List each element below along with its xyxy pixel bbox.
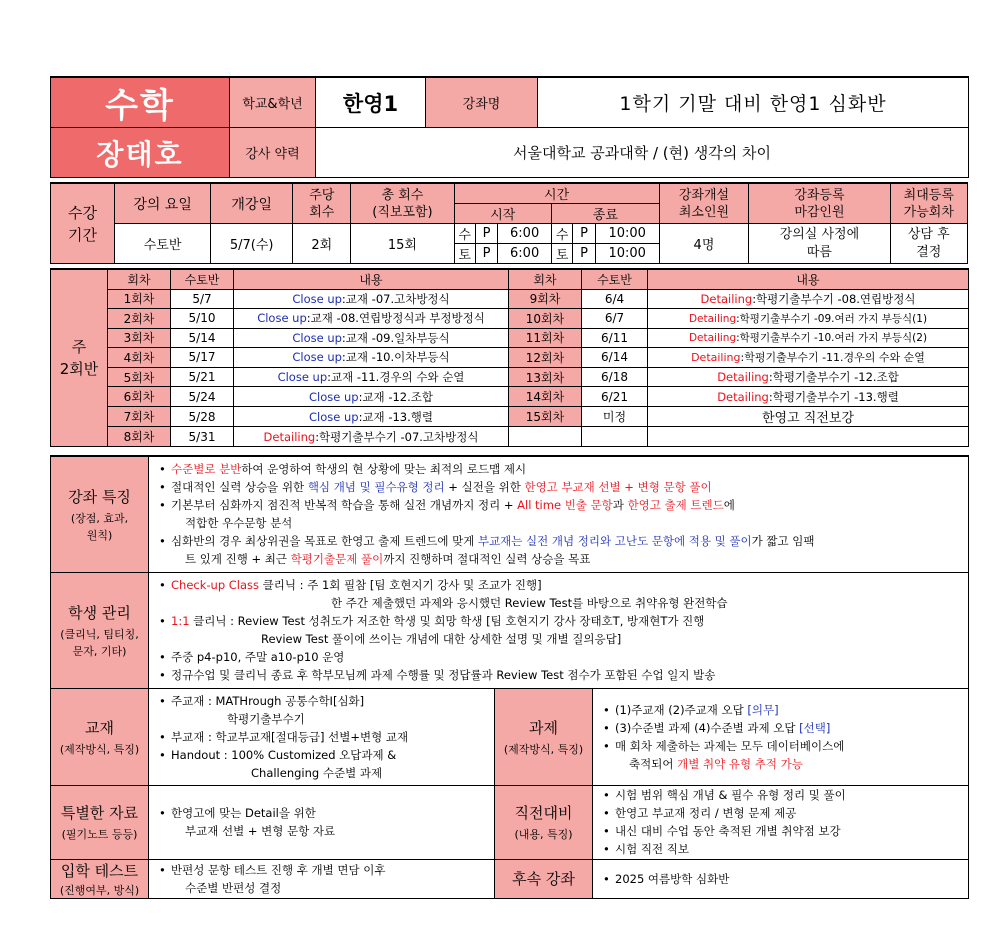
entrance-label: [51, 859, 149, 898]
content-cell: [648, 309, 969, 329]
deadline-value-line2: 따름: [806, 244, 832, 260]
content-text: :교재 -13.행렬: [358, 409, 433, 424]
content-text: :학평기출부수기 -07.고차방정식: [315, 429, 479, 444]
management-sub1: (클리닉, 팀티칭,: [60, 627, 139, 641]
followup-content: [593, 859, 969, 898]
textbook-sub: (제작방식, 특징): [59, 742, 140, 756]
date-cell: 6/7: [582, 309, 648, 329]
date-header-left: 수토반: [171, 269, 234, 289]
entrance-b1-text: 반편성 문항 테스트 진행 후 개별 면담 이후: [171, 862, 386, 877]
day-value: 수토반: [114, 224, 210, 264]
date-cell: 6/21: [582, 387, 648, 407]
features-b4-text-a: 심화반의 경우 최상위권을 목표로 한영고 출제 트렌드에 맞게: [171, 534, 478, 549]
date-cell: 5/10: [171, 309, 234, 329]
features-b3-highlight-1: All time 빈출 문항: [517, 498, 613, 513]
features-bullet-2: [157, 478, 966, 496]
time-end-header: 종료: [552, 204, 660, 224]
start-value: 5/7(수): [211, 224, 293, 264]
weekly-header-line2: 회수: [309, 204, 335, 220]
total-header: [351, 183, 454, 224]
management-bullet-2: [157, 612, 966, 648]
special-title: 특별한 자료: [60, 804, 139, 822]
tag: Close up: [292, 330, 342, 345]
session-cell: 4회차: [108, 348, 171, 368]
content-text: :학평기출부수기 -08.연립방정식: [752, 291, 916, 306]
followup-title: 후속 강좌: [512, 870, 575, 888]
management-b1-text: 클리닉 : 주 1회 필참 [팀 호현지기 강사 및 조교가 진행]: [259, 578, 542, 592]
max-header: [890, 183, 967, 224]
max-value: [890, 224, 967, 264]
time-row2-day: 토: [454, 244, 475, 264]
day-header: 강의 요일: [114, 183, 210, 224]
min-header: [659, 183, 749, 224]
content-header-right: 내용: [648, 269, 969, 289]
special-bullet-1: [157, 804, 492, 840]
features-b2-highlight-red: 한영고 부교재 선별 + 변형 문항 풀이: [524, 480, 712, 495]
features-bullet-1: [157, 460, 966, 478]
date-cell: 5/28: [171, 406, 234, 427]
textbook-bullet-2: • 부교재 : 학교부교재[절대등급] 선별+변형 교재: [157, 728, 492, 746]
schedule-label: [51, 269, 108, 447]
min-header-line1: 강좌개설: [678, 187, 730, 203]
features-sub1: (장점, 효과,: [70, 511, 129, 525]
homework-b1-tag: [의무]: [747, 702, 779, 717]
homework-b3-continuation: [615, 755, 966, 773]
time-row2-end: 10:00: [595, 244, 659, 264]
content-cell: [648, 406, 969, 427]
exam-bullet-2: • 한영고 부교재 정리 / 변형 문제 제공: [601, 804, 966, 822]
time-start-header: 시작: [454, 204, 552, 224]
textbook-b1-continuation: 학평기출부수기: [227, 711, 305, 726]
tag: Detailing: [717, 370, 769, 385]
content-cell: [234, 427, 509, 447]
session-cell: 11회차: [509, 328, 582, 348]
features-b1-highlight: 수준별로 분반: [171, 462, 242, 477]
features-b4-highlight: 부교재는 실전 개념 정리와 고난도 문항에 적용 및 풀이: [477, 534, 752, 549]
deadline-header-line1: 강좌등록: [794, 187, 845, 203]
time-row2-end-day: 토: [552, 244, 573, 264]
homework-b2-tag: [선택]: [799, 720, 831, 735]
time-header: 시간: [454, 183, 659, 204]
features-label: [51, 456, 149, 572]
features-b4-cont-b: 까지 진행하며 절대적인 실력 상승을 목표: [383, 552, 591, 567]
session-cell: 2회차: [108, 309, 171, 329]
school-grade-value: 한영1: [316, 77, 426, 128]
content-cell: [648, 387, 969, 407]
period-table: [50, 182, 968, 264]
empty-cell: [582, 427, 648, 447]
start-header: 개강일: [211, 183, 293, 224]
features-b2-text-b: + 실전을 위한: [444, 480, 525, 495]
date-cell: 5/31: [171, 427, 234, 447]
entrance-sub: (진행여부, 방식): [59, 883, 140, 897]
tag: Detailing: [263, 429, 316, 444]
course-name-label: 강좌명: [426, 77, 538, 128]
textbook-label: [51, 688, 149, 785]
content-cell: [648, 289, 969, 309]
time-row1-ampm: P: [475, 224, 497, 244]
school-grade-label: 학교&학년: [230, 77, 316, 128]
homework-title: 과제: [529, 718, 558, 737]
empty-cell: [509, 427, 582, 447]
total-header-line2: (직보포함): [372, 204, 433, 220]
exam-sub: (내용, 특징): [514, 828, 573, 841]
session-cell: 7회차: [108, 406, 171, 427]
homework-b1-text: (1)주교재 (2)주교재 오답: [615, 702, 748, 717]
exam-content: [593, 785, 969, 859]
features-bullet-3: [157, 496, 966, 532]
total-value: 15회: [351, 224, 454, 264]
content-cell: [648, 348, 969, 368]
content-text: :학평기출부수기 -12.조합: [768, 370, 899, 385]
max-value-line1: 상담 후: [907, 226, 950, 242]
exam-bullet-1: • 시험 범위 핵심 개념 & 필수 유형 정리 및 풀이: [601, 786, 966, 804]
homework-b3-cont-text: 축적되어: [629, 756, 678, 771]
tag: Close up: [257, 311, 307, 326]
time-row1-end-day: 수: [552, 224, 573, 244]
date-cell: 6/14: [582, 348, 648, 368]
features-content: [149, 456, 969, 572]
features-b3-text-b: 과: [612, 498, 628, 513]
exam-bullet-3: • 내신 대비 수업 동안 축적된 개별 취약점 보강: [601, 822, 966, 840]
header-table: [50, 76, 969, 178]
tag: Detailing: [688, 332, 737, 345]
date-cell: 6/18: [582, 367, 648, 387]
session-cell: 14회차: [509, 387, 582, 407]
followup-label: [495, 859, 593, 898]
homework-content: [593, 688, 969, 785]
homework-b2-text: (3)수준별 과제 (4)수준별 과제 오답: [615, 720, 800, 735]
homework-bullet-3: [601, 737, 966, 773]
tag: Detailing: [688, 312, 737, 325]
period-label: [51, 183, 115, 264]
entrance-bullet-1: [157, 861, 492, 897]
features-b3-text-c: 에: [723, 498, 735, 513]
schedule-label-line2: 2회반: [59, 360, 99, 378]
teacher-name: 장태호: [51, 128, 230, 178]
time-row2-end-ampm: P: [573, 244, 595, 264]
session-cell: 3회차: [108, 328, 171, 348]
session-cell: 9회차: [509, 289, 582, 309]
deadline-value-line1: 강의실 사정에: [779, 226, 860, 242]
management-b2-continuation: Review Test 풀이에 쓰이는 개념에 대한 상세한 설명 및 개별 질의응답]: [261, 632, 622, 646]
course-name-value: 1학기 기말 대비 한영1 심화반: [538, 77, 969, 128]
content-cell: [234, 406, 509, 427]
date-cell: 6/11: [582, 328, 648, 348]
features-b3-text-a: 기본부터 심화까지 점진적 반복적 학습을 통해 실전 개념까지 정리 +: [171, 498, 518, 513]
session-header-right: 회차: [509, 269, 582, 289]
management-b2-highlight: 1:1: [171, 614, 190, 628]
content-text: :교재 -10.이차부등식: [341, 350, 450, 365]
management-sub2: 문자, 기타): [72, 644, 127, 658]
weekly-header-line1: 주당: [309, 187, 335, 203]
tag: Close up: [292, 291, 342, 306]
schedule-label-line1: 주: [71, 338, 87, 356]
features-b3-highlight-2: 한영고 출제 트렌드: [627, 498, 724, 513]
management-bullet-3: • 주중 p4-p10, 주말 a10-p10 운영: [157, 648, 966, 666]
textbook-title: 교재: [85, 718, 114, 737]
date-cell: 5/7: [171, 289, 234, 309]
content-text: :학평기출부수기 -11.경우의 수와 순열: [740, 351, 925, 365]
homework-sub: (제작방식, 특징): [503, 742, 584, 756]
textbook-b3-continuation: Challenging 수준별 과제: [251, 765, 383, 780]
time-row1-day: 수: [454, 224, 475, 244]
homework-label: [495, 688, 593, 785]
textbook-b1-text: 주교재 : MATHrough 공통수학Ⅰ[심화]: [171, 693, 365, 708]
session-cell: 13회차: [509, 367, 582, 387]
exam-title: 직전대비: [514, 804, 573, 822]
textbook-content: [149, 688, 495, 785]
management-b1-highlight: Check-up Class: [171, 578, 260, 592]
entrance-title: 입학 테스트: [60, 861, 139, 880]
content-cell: [234, 328, 509, 348]
management-bullet-1: [157, 576, 966, 612]
management-label: [51, 572, 149, 688]
special-b1-continuation: 부교재 선별 + 변형 문항 자료: [185, 824, 336, 838]
career-label: 강사 약력: [230, 128, 316, 178]
content-text: :교재 -08.연립방정식과 부정방정식: [306, 311, 485, 326]
content-cell: [648, 367, 969, 387]
date-cell: 5/24: [171, 387, 234, 407]
tag: Detailing: [700, 291, 753, 306]
homework-bullet-1: [601, 701, 966, 719]
exam-bullet-4: • 시험 직전 직보: [601, 840, 966, 858]
time-row1-end-ampm: P: [573, 224, 595, 244]
date-cell: 6/4: [582, 289, 648, 309]
session-cell: 8회차: [108, 427, 171, 447]
special-b1-text: 한영고에 맞는 Detail을 위한: [171, 806, 316, 820]
homework-b3-text: 매 회차 제출하는 과제는 모두 데이터베이스에: [615, 738, 845, 753]
features-b2-highlight-blue: 핵심 개념 및 필수유형 정리: [307, 480, 445, 495]
tag: Close up: [277, 370, 328, 385]
session-cell: 5회차: [108, 367, 171, 387]
content-header-left: 내용: [234, 269, 509, 289]
session-cell: 15회차: [509, 406, 582, 427]
features-b2-text-a: 절대적인 실력 상승을 위한: [171, 480, 308, 495]
management-b2-text: 클리닉 : Review Test 성취도가 저조한 학생 및 희망 학생 [팀 호현지기 강사 장태호T, 방재현T가 진행: [189, 614, 705, 628]
exam-label: [495, 785, 593, 859]
entrance-b1-continuation: 수준별 반편성 결정: [185, 880, 282, 895]
content-text: :학평기출부수기 -13.행렬: [768, 389, 899, 404]
deadline-header-line2: 마감인원: [794, 204, 845, 220]
time-row1-end: 10:00: [595, 224, 659, 244]
features-b3-continuation: 적합한 우수문항 분석: [185, 516, 293, 531]
features-b4-text-b: 가 짧고 임팩: [751, 534, 815, 549]
features-sub2: 원칙): [86, 528, 113, 542]
content-text: :교재 -11.경우의 수와 순열: [327, 370, 465, 385]
deadline-value: [749, 224, 890, 264]
date-cell: 미정: [582, 406, 648, 427]
management-title: 학생 관리: [68, 603, 131, 622]
features-bullet-4: [157, 532, 966, 568]
details-table: [50, 455, 969, 899]
content-text: 한영고 직전보강: [761, 411, 855, 427]
management-bullet-4: • 정규수업 및 클리닉 종료 후 학부모님께 과제 수행률 및 정답률과 Review Test 점수가 포함된 수업 일지 발송: [157, 666, 966, 684]
period-label-line2: 기간: [67, 225, 97, 244]
tag: Detailing: [717, 389, 769, 404]
content-cell: [648, 328, 969, 348]
career-value: 서울대학교 공과대학 / (현) 생각의 차이: [316, 128, 969, 178]
session-cell: 6회차: [108, 387, 171, 407]
features-b4-cont-a: 트 있게 진행 + 최근: [185, 552, 291, 567]
min-value: 4명: [659, 224, 749, 264]
max-header-line1: 최대등록: [903, 187, 954, 203]
features-b1-text: 하여 운영하여 학생의 현 상황에 맞는 최적의 로드맵 제시: [241, 462, 527, 477]
session-cell: 12회차: [509, 348, 582, 368]
content-text: :학평기출부수기 -10.여러 가지 부등식(2): [736, 332, 928, 345]
entrance-content: [149, 859, 495, 898]
content-cell: [234, 387, 509, 407]
tag: Detailing: [691, 351, 741, 365]
time-row2-ampm: P: [475, 244, 497, 264]
content-text: :학평기출부수기 -09.여러 가지 부등식(1): [736, 312, 928, 325]
homework-bullet-2: [601, 719, 966, 737]
total-header-line1: 총 회수: [381, 187, 424, 203]
deadline-header: [749, 183, 890, 224]
date-cell: 5/14: [171, 328, 234, 348]
homework-b3-cont-highlight: 개별 취약 유형 추적 가능: [677, 756, 803, 771]
tag: Close up: [309, 409, 359, 424]
period-label-line1: 수강: [67, 203, 97, 222]
content-text: :교재 -09.일차부등식: [341, 330, 450, 345]
date-cell: 5/21: [171, 367, 234, 387]
subject-title: 수학: [51, 77, 230, 128]
content-cell: [234, 289, 509, 309]
followup-bullet-1: • 2025 여름방학 심화반: [601, 870, 966, 888]
features-b4-cont-highlight: 학평기출문제 풀이: [290, 552, 384, 567]
empty-cell: [648, 427, 969, 447]
content-text: :교재 -12.조합: [358, 389, 433, 404]
management-content: [149, 572, 969, 688]
content-cell: [234, 309, 509, 329]
max-value-line2: 결정: [916, 244, 942, 260]
special-content: [149, 785, 495, 859]
features-title: 강좌 특징: [68, 487, 131, 506]
min-header-line2: 최소인원: [678, 204, 730, 220]
features-b4-continuation: [171, 550, 966, 568]
textbook-b3-text: Handout : 100% Customized 오답과제 &: [171, 747, 397, 762]
session-cell: 1회차: [108, 289, 171, 309]
content-text: :교재 -07.고차방정식: [341, 291, 450, 306]
tag: Close up: [292, 350, 342, 365]
max-header-line2: 가능회차: [903, 204, 954, 220]
time-row2-start: 6:00: [498, 244, 552, 264]
management-b1-continuation: 한 주간 제출했던 과제와 응시했던 Review Test를 바탕으로 취약유형 완전학습: [331, 596, 728, 610]
date-cell: 5/17: [171, 348, 234, 368]
textbook-bullet-1: [157, 692, 492, 728]
time-row1-start: 6:00: [498, 224, 552, 244]
session-header-left: 회차: [108, 269, 171, 289]
content-cell: [234, 367, 509, 387]
weekly-value: 2회: [293, 224, 351, 264]
content-cell: [234, 348, 509, 368]
weekly-header: [293, 183, 351, 224]
session-cell: 10회차: [509, 309, 582, 329]
special-sub: (필기노트 등등): [61, 828, 138, 841]
date-header-right: 수토반: [582, 269, 648, 289]
textbook-bullet-3: [157, 746, 492, 782]
special-label: [51, 785, 149, 859]
tag: Close up: [309, 389, 359, 404]
schedule-table: [50, 268, 969, 447]
